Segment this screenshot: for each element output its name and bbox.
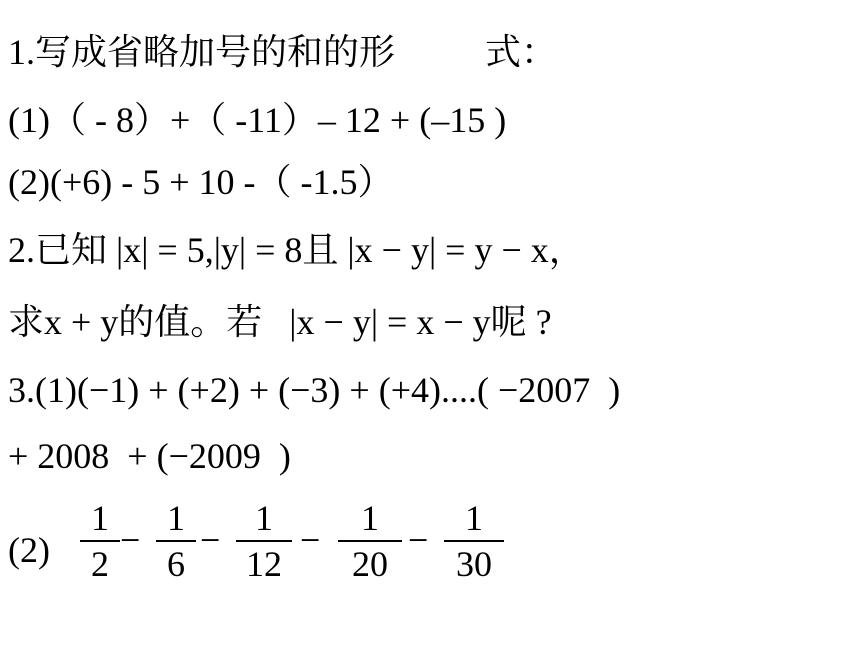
fraction-2-numerator: 1 [167, 498, 185, 538]
problem-2-line-2: 求x + y的值。若 |x − y| = x − y呢 ? [8, 302, 552, 342]
problem-1-part-1: (1)（ - 8）+（ -11）– 12 + (–15 ) [8, 100, 507, 140]
fraction-4 [338, 500, 402, 582]
fraction-1 [80, 500, 120, 582]
problem-3-line-2: + 2008 + (−2009 ) [8, 436, 291, 476]
fraction-2-denominator: 6 [167, 543, 185, 584]
problem-1-part-2: (2)(+6) - 5 + 10 -（ -1.5） [8, 162, 394, 202]
fraction-2 [156, 500, 196, 582]
fraction-3-bar [236, 540, 292, 542]
fraction-3-denominator: 12 [246, 543, 282, 584]
fraction-3 [236, 500, 292, 582]
fraction-5-numerator: 1 [465, 498, 483, 538]
fraction-5-bar [444, 540, 504, 542]
fraction-1-numerator: 1 [91, 498, 109, 538]
fraction-2-bar [156, 540, 196, 542]
fraction-4-bar [338, 540, 402, 542]
fraction-3-numerator: 1 [255, 498, 273, 538]
part-2-label: (2) [8, 530, 50, 570]
fraction-1-bar [80, 540, 120, 542]
minus-sign-1: − [120, 520, 141, 560]
problem-2-line-1: 2.已知 |x| = 5,|y| = 8且 |x − y| = y − x， [8, 230, 585, 270]
fraction-4-denominator: 20 [352, 543, 388, 584]
problem-3-line-1: 3.(1)(−1) + (+2) + (−3) + (+4)....( −2007 ) [8, 370, 621, 410]
minus-sign-2: − [200, 520, 221, 560]
problem-1-title: 1.写成省略加号的和的形 式： [8, 32, 558, 72]
fraction-5 [444, 500, 504, 582]
fraction-4-numerator: 1 [361, 498, 379, 538]
fraction-5-denominator: 30 [456, 543, 492, 584]
fraction-1-denominator: 2 [91, 543, 109, 584]
minus-sign-3: − [300, 520, 321, 560]
minus-sign-4: − [408, 520, 429, 560]
